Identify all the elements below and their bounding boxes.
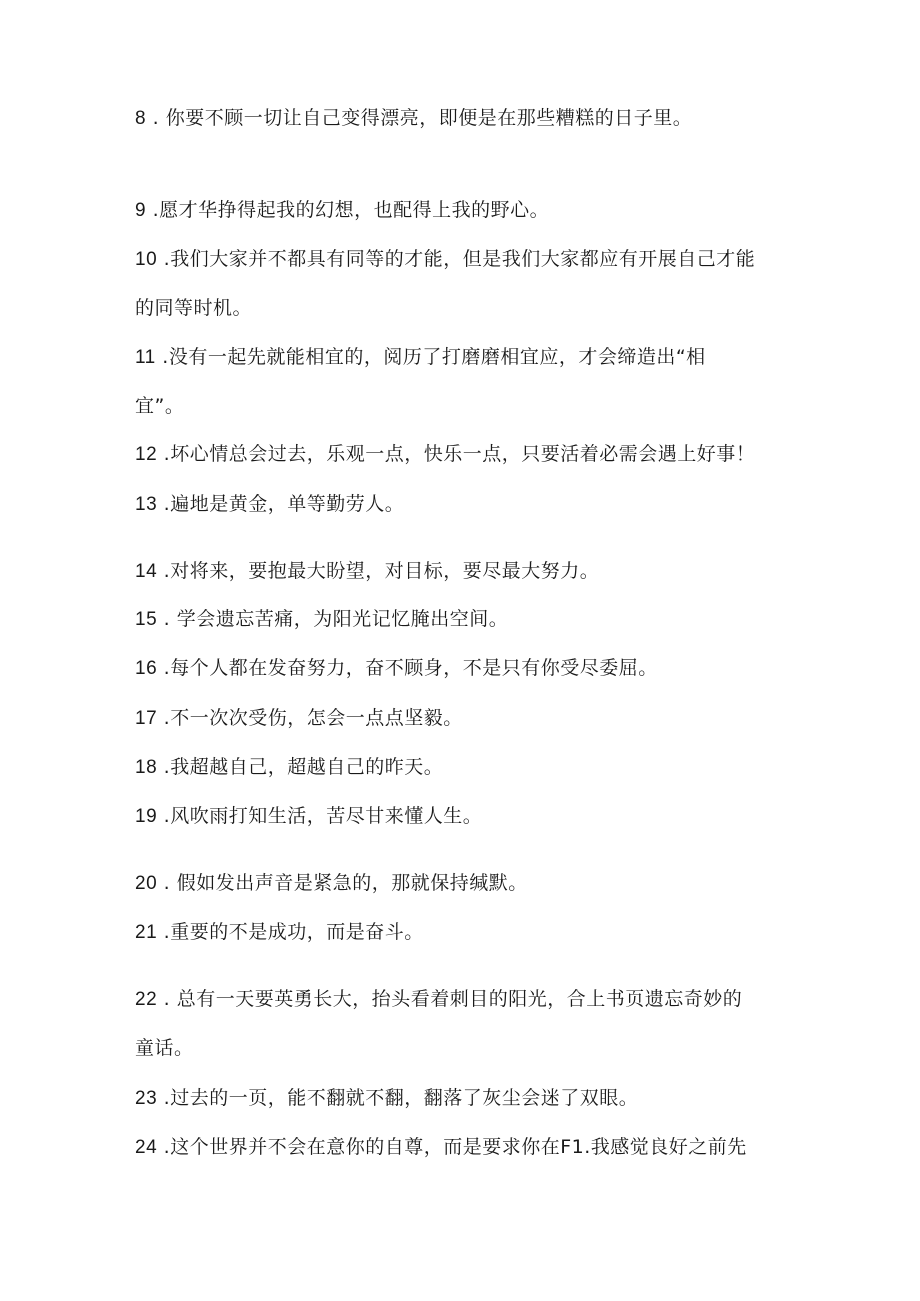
quote-text: .我超越自己，超越自己的昨天。: [157, 756, 444, 778]
quote-line-10-cont: [135, 296, 795, 320]
quote-number: 14: [135, 561, 158, 582]
quote-number: 10: [135, 249, 158, 270]
quote-number: 24: [135, 1137, 158, 1158]
quote-line-8: [135, 106, 795, 131]
quote-text: .这个世界并不会在意你的自尊，而是要求你在F1.我感觉良好之前先: [157, 1136, 747, 1158]
quote-number: 18: [135, 757, 158, 778]
quote-line-9: [135, 198, 795, 223]
quote-line-14: [135, 559, 795, 584]
quote-number: 21: [135, 922, 158, 943]
quote-text: 的同等时机。: [135, 297, 253, 319]
quote-line-24: [135, 1135, 795, 1160]
quote-text: . 学会遗忘苦痛，为阳光记忆腌出空间。: [157, 608, 509, 630]
quote-line-10: [135, 247, 795, 272]
quote-text: .没有一起先就能相宜的，阅历了打磨磨相宜应，才会缔造出“相: [155, 346, 706, 368]
quote-line-13: [135, 492, 795, 517]
quote-line-11-cont: [135, 394, 795, 418]
quote-text: .过去的一页，能不翻就不翻，翻落了灰尘会迷了双眼。: [157, 1087, 639, 1109]
quote-line-18: [135, 755, 795, 780]
quote-line-12: [135, 442, 795, 467]
quote-text: 童话。: [135, 1037, 194, 1059]
quote-text: . 总有一天要英勇长大，抬头看着刺目的阳光，合上书页遗忘奇妙的: [157, 988, 743, 1010]
quote-text: .对将来，要抱最大盼望，对目标，要尽最大努力。: [157, 560, 600, 582]
quote-number: 12: [135, 444, 158, 465]
quote-text: .坏心情总会过去，乐观一点，快乐一点，只要活着必需会遇上好事！: [157, 443, 756, 465]
quote-text: .重要的不是成功，而是奋斗。: [157, 921, 424, 943]
quote-number: 13: [135, 494, 158, 515]
quote-number: 8: [135, 108, 147, 129]
quote-line-22: [135, 987, 795, 1012]
quote-line-20: [135, 871, 795, 896]
quote-line-23: [135, 1086, 795, 1111]
quote-line-11: [135, 345, 795, 370]
quote-number: 17: [135, 708, 158, 729]
quote-text: . 你要不顾一切让自己变得漂亮，即便是在那些糟糕的日子里。: [146, 107, 693, 129]
quote-number: 11: [135, 347, 156, 368]
quote-text: .不一次次受伤，怎会一点点坚毅。: [157, 707, 463, 729]
quote-number: 20: [135, 873, 158, 894]
quote-number: 9: [135, 200, 147, 221]
quote-text: . 假如发出声音是紧急的，那就保持缄默。: [157, 872, 528, 894]
quote-text: .遍地是黄金，单等勤劳人。: [157, 493, 405, 515]
quote-line-17: [135, 706, 795, 731]
quote-line-21: [135, 920, 795, 945]
quote-text: .愿才华挣得起我的幻想，也配得上我的野心。: [146, 199, 550, 221]
quote-number: 22: [135, 989, 158, 1010]
quote-number: 23: [135, 1088, 158, 1109]
quote-text: 宜”。: [135, 395, 185, 417]
quote-line-19: [135, 804, 795, 829]
quote-number: 15: [135, 609, 158, 630]
quote-text: .每个人都在发奋努力，奋不顾身，不是只有你受尽委屈。: [157, 657, 658, 679]
quote-number: 16: [135, 658, 158, 679]
quote-number: 19: [135, 806, 158, 827]
quote-line-15: [135, 607, 795, 632]
quote-text: .风吹雨打知生活，苦尽甘来懂人生。: [157, 805, 483, 827]
quote-text: .我们大家并不都具有同等的才能，但是我们大家都应有开展自己才能: [157, 248, 756, 270]
quote-line-16: [135, 656, 795, 681]
quote-line-22-cont: [135, 1036, 795, 1060]
